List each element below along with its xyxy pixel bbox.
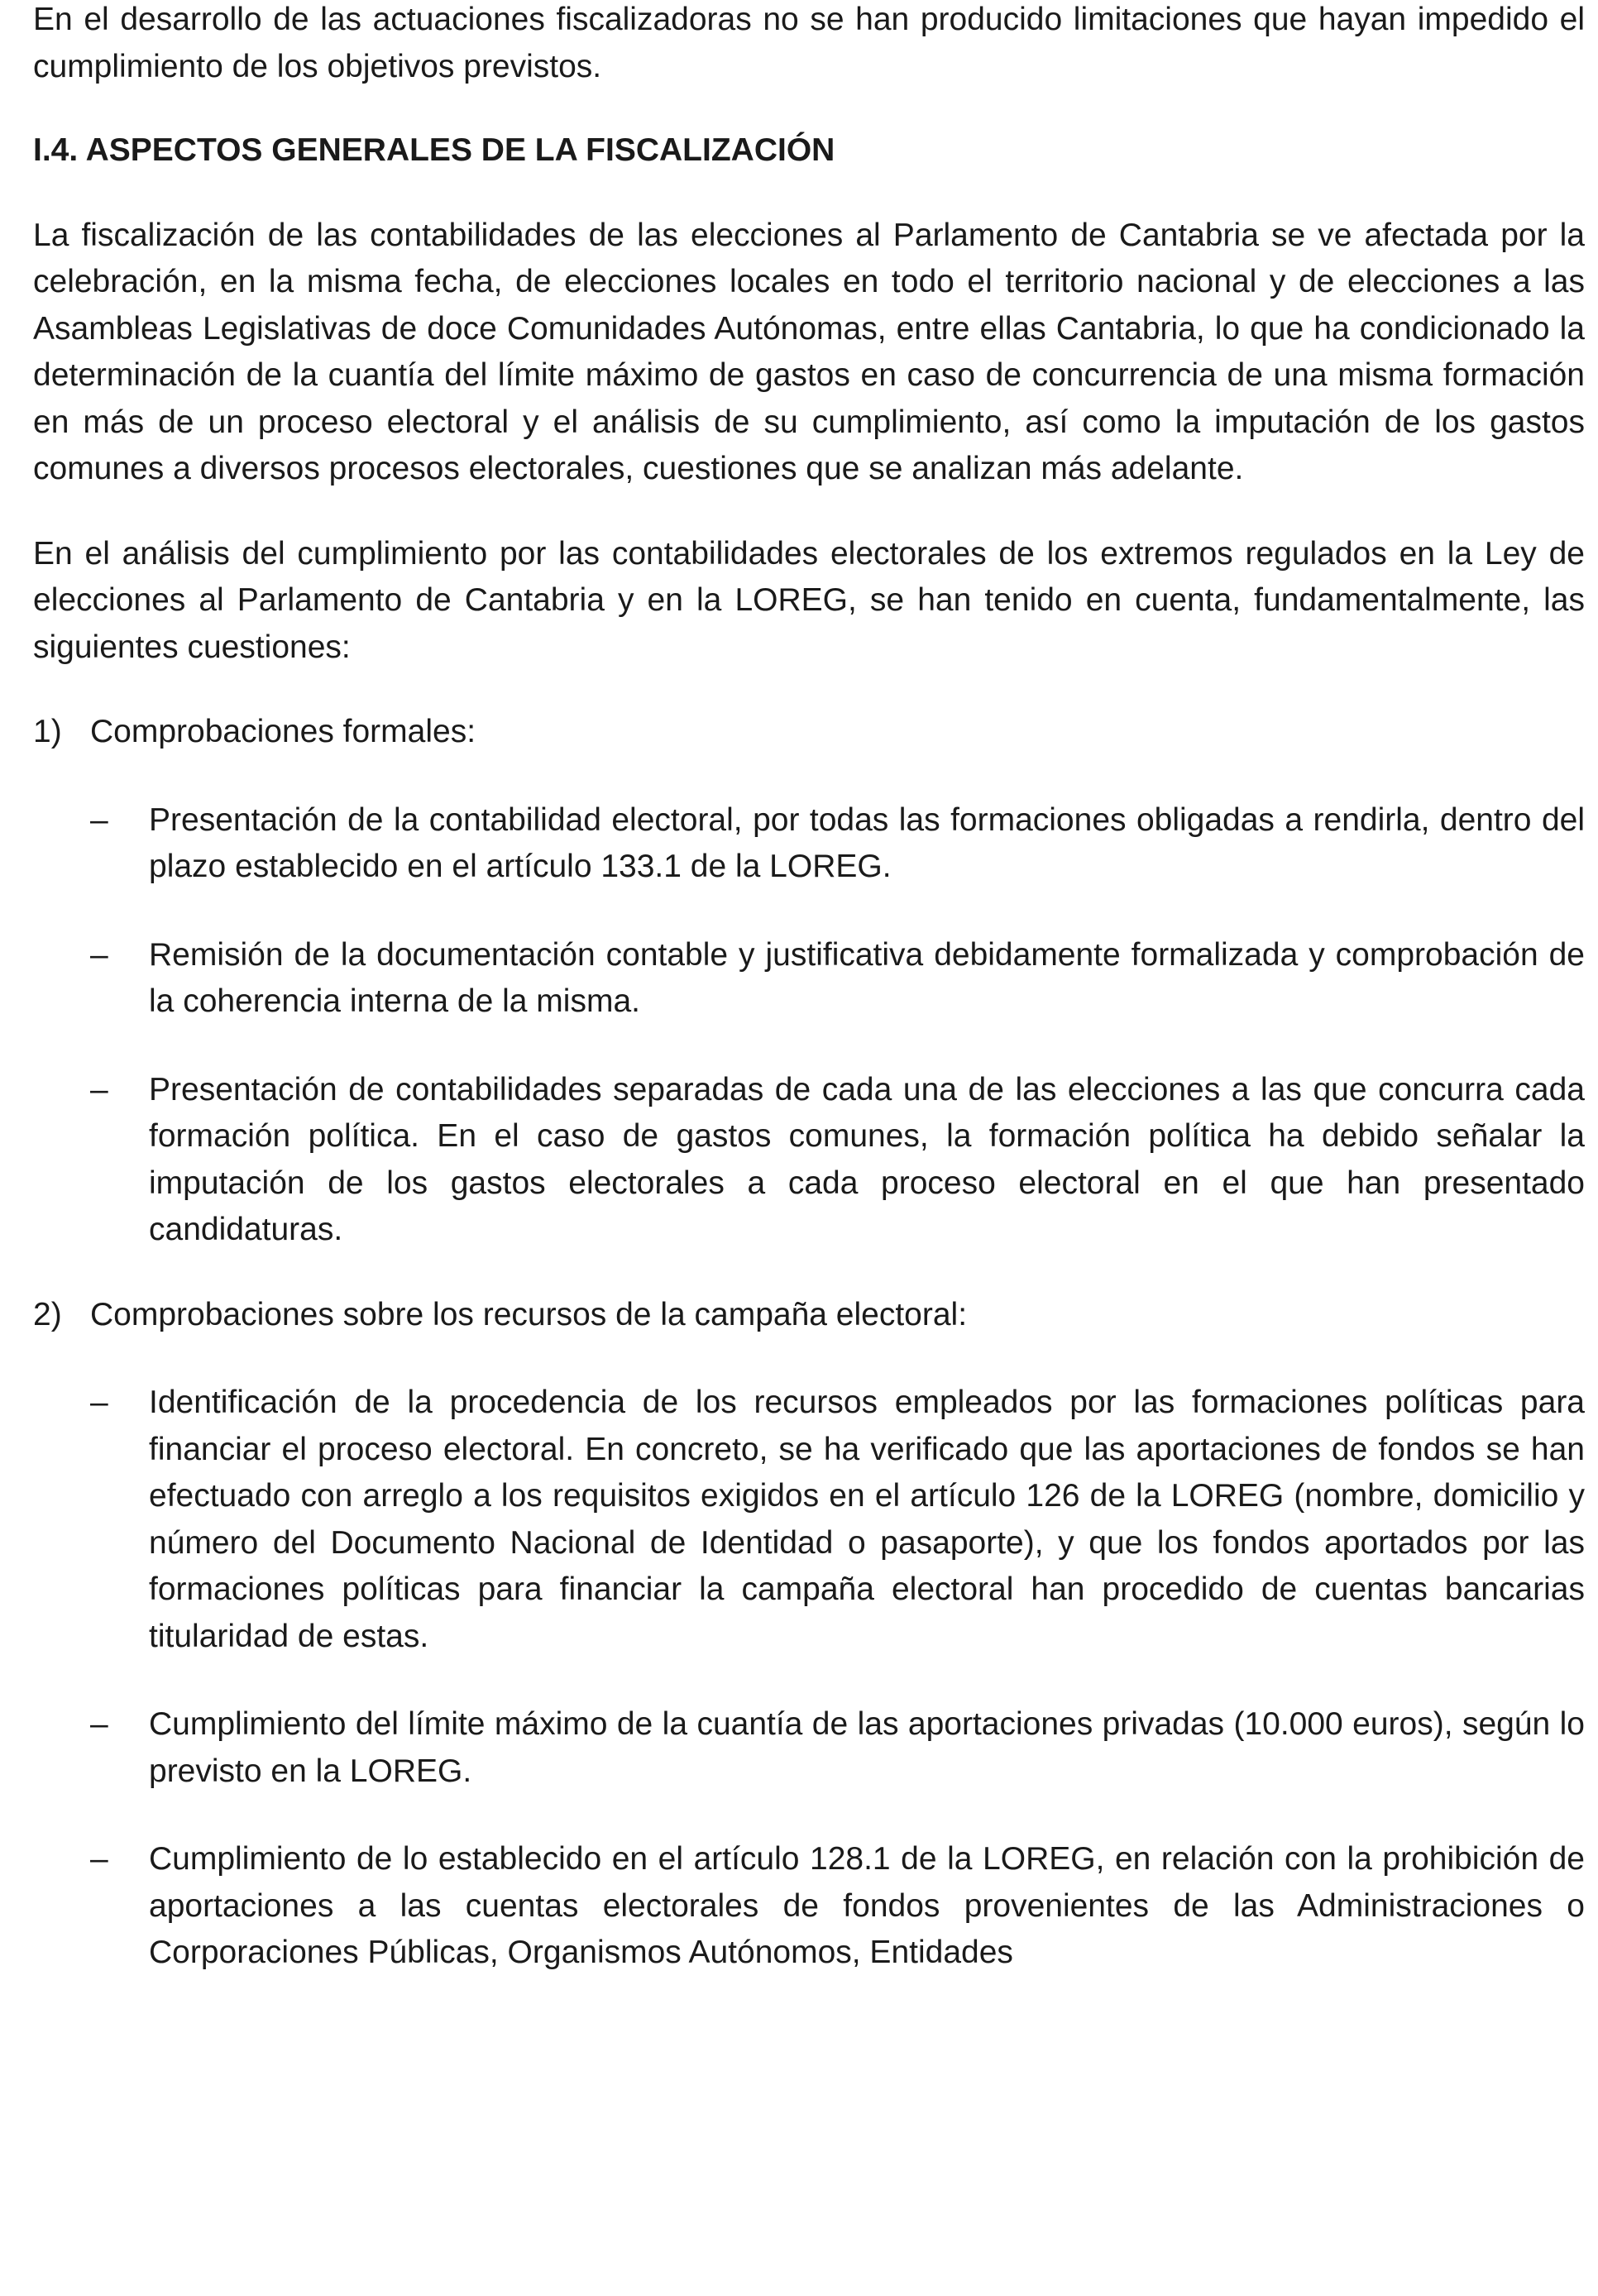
list-item bbox=[33, 1836, 1585, 1977]
analysis-paragraph: En el análisis del cumplimiento por las contabilidades electorales de los extremos regulados en la Ley de elecciones al Parlamento de Cantabria y en la LOREG, se han tenido en cuenta, fundamentalmente, las siguientes cuestiones: bbox=[33, 535, 1585, 665]
list-item bbox=[33, 932, 1585, 1026]
list-item bbox=[33, 1067, 1585, 1254]
section-heading: I.4. ASPECTOS GENERALES DE LA FISCALIZACIÓN bbox=[33, 132, 835, 168]
document-page bbox=[33, 0, 1585, 1977]
dash-bullet: – bbox=[90, 1385, 108, 1420]
numbered-item-2 bbox=[33, 1292, 1585, 1339]
list-item bbox=[33, 1380, 1585, 1660]
dash-bullet: – bbox=[90, 936, 108, 973]
intro-paragraph: En el desarrollo de las actuaciones fiscalizadoras no se han producido limitaciones que hayan impedido el cumplimiento de los objetivos previstos. bbox=[33, 2, 1585, 84]
dash-bullet: – bbox=[90, 801, 108, 838]
item-number: 2) bbox=[33, 1296, 62, 1332]
numbered-item-1 bbox=[33, 709, 1585, 756]
dash-bullet: – bbox=[90, 1071, 108, 1107]
list-item-text: Presentación de contabilidades separadas de cada una de las elecciones a las que concurra cada formación política. En el caso de gastos comunes, la formación política ha debido señalar la imputación de los gastos electorales a cada proceso electoral en el que han presentado candidaturas. bbox=[149, 1071, 1585, 1247]
list-item bbox=[33, 797, 1585, 891]
item-number: 1) bbox=[33, 714, 62, 749]
context-paragraph: La fiscalización de las contabilidades de las elecciones al Parlamento de Cantabria se ve afectada por la celebración, en la misma fecha, de elecciones locales en todo el territorio nacional y de elecciones a las Asambleas Legislativas de doce Comunidades Autónomas, entre ellas Cantabria, lo que ha condicionado la determinación de la cuantía del límite máximo de gastos en caso de concurrencia de una misma formación en más de un proceso electoral y el análisis de su cumplimiento, así como la imputación de los gastos comunes a diversos procesos electorales, cuestiones que se analizan más adelante. bbox=[33, 217, 1585, 486]
list-item-text: Cumplimiento del límite máximo de la cuantía de las aportaciones privadas (10.000 euros), según lo previsto en la LOREG. bbox=[149, 1706, 1585, 1789]
list-item-text: Presentación de la contabilidad electoral, por todas las formaciones obligadas a rendirla, dentro del plazo establecido en el artículo 133.1 de la LOREG. bbox=[149, 801, 1585, 884]
item-title: Comprobaciones formales: bbox=[90, 714, 476, 749]
item-title: Comprobaciones sobre los recursos de la campaña electoral: bbox=[90, 1296, 968, 1332]
list-item-text: Remisión de la documentación contable y justificativa debidamente formalizada y comprobación de la coherencia interna de la misma. bbox=[149, 936, 1585, 1019]
list-item-text: Identificación de la procedencia de los recursos empleados por las formaciones políticas para financiar el proceso electoral. En concreto, se ha verificado que las aportaciones de fondos se han efectuado con arreglo a los requisitos exigidos en el artículo 126 de la LOREG (nombre, domicilio y número del Documento Nacional de Identidad o pasaporte), y que los fondos aportados por las formaciones políticas para financiar la campaña electoral han procedido de cuentas bancarias titularidad de estas. bbox=[149, 1385, 1585, 1654]
dash-bullet: – bbox=[90, 1706, 108, 1742]
list-item bbox=[33, 1701, 1585, 1795]
dash-bullet: – bbox=[90, 1841, 108, 1877]
list-item-text: Cumplimiento de lo establecido en el artículo 128.1 de la LOREG, en relación con la prohibición de aportaciones a las cuentas electorales de fondos provenientes de las Administraciones o Corporaciones Públicas, Organismos Autónomos, Entidades bbox=[149, 1841, 1585, 1970]
